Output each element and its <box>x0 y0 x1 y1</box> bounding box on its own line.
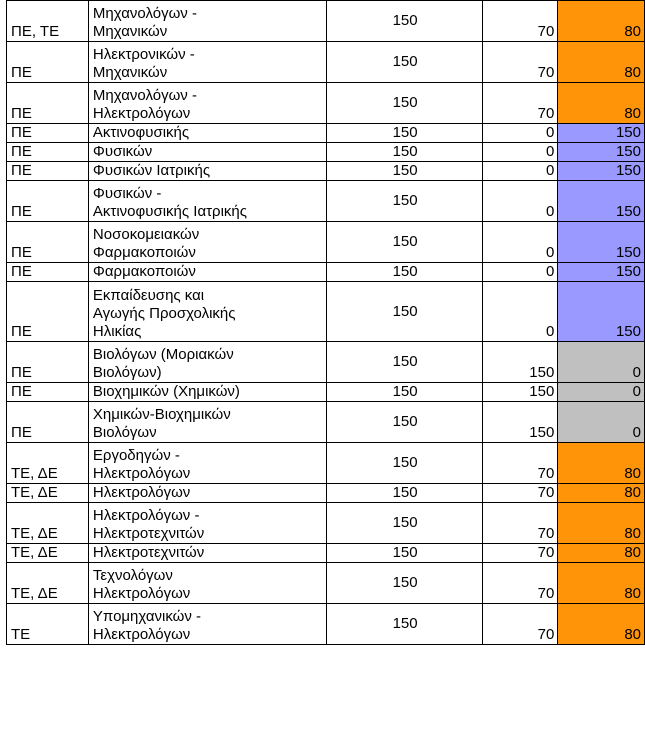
category-cell: ΠΕ <box>7 282 89 342</box>
table-row <box>7 604 645 645</box>
specialty-line: Ηλικίας <box>92 323 142 340</box>
value-b-cell: 80 <box>558 443 645 484</box>
specialty-line: Ακτινοφυσικής Ιατρικής <box>92 203 247 220</box>
value-b-cell: 80 <box>558 83 645 124</box>
category-cell: ΠΕ <box>7 383 89 402</box>
table-row <box>7 402 645 443</box>
table-row <box>7 124 645 143</box>
total-cell: 150 <box>326 42 482 83</box>
total-cell: 150 <box>326 503 482 544</box>
specialty-line: Μηχανικών <box>92 23 168 40</box>
specialty-line: Ηλεκτρολόγων <box>92 105 191 122</box>
value-a-cell: 70 <box>483 604 558 645</box>
specialty-cell <box>88 604 326 645</box>
category-cell: ΠΕ <box>7 181 89 222</box>
value-a-cell: 0 <box>483 222 558 263</box>
table-row <box>7 282 645 342</box>
specialty-line: Βιολόγων) <box>92 364 162 381</box>
value-b-cell: 150 <box>558 124 645 143</box>
table-row <box>7 143 645 162</box>
total-cell: 150 <box>326 383 482 402</box>
total-cell: 150 <box>326 143 482 162</box>
value-b-cell: 0 <box>558 383 645 402</box>
total-cell: 150 <box>326 83 482 124</box>
specialty-line: Υπομηχανικών - <box>92 608 202 625</box>
table-row <box>7 263 645 282</box>
specialty-line: Εκπαίδευσης και <box>92 287 205 304</box>
total-cell: 150 <box>326 162 482 181</box>
value-a-cell: 70 <box>483 42 558 83</box>
category-cell: ΠΕ <box>7 83 89 124</box>
value-b-cell: 150 <box>558 162 645 181</box>
value-b-cell: 80 <box>558 544 645 563</box>
value-b-cell: 0 <box>558 342 645 383</box>
specialty-cell <box>88 443 326 484</box>
value-b-cell: 80 <box>558 503 645 544</box>
specialty-line: Φυσικών Ιατρικής <box>92 162 211 179</box>
value-a-cell: 0 <box>483 124 558 143</box>
category-cell: ΠΕ <box>7 402 89 443</box>
category-cell: ΠΕ <box>7 222 89 263</box>
value-b-cell: 80 <box>558 484 645 503</box>
category-cell: ΠΕ, ΤΕ <box>7 1 89 42</box>
table-row <box>7 563 645 604</box>
specialty-line: Ηλεκτροτεχνιτών <box>92 525 205 542</box>
total-cell: 150 <box>326 484 482 503</box>
value-b-cell: 80 <box>558 604 645 645</box>
total-cell: 150 <box>326 124 482 143</box>
table-body <box>7 1 645 645</box>
specialty-cell <box>88 83 326 124</box>
total-cell: 150 <box>326 1 482 42</box>
total-cell: 150 <box>326 563 482 604</box>
specialty-line: Ηλεκτρολόγων <box>92 484 191 501</box>
value-a-cell: 70 <box>483 83 558 124</box>
table-row <box>7 383 645 402</box>
table-row <box>7 443 645 484</box>
specialty-cell <box>88 42 326 83</box>
specialty-cell <box>88 1 326 42</box>
specialty-line: Ηλεκτρολόγων <box>92 585 191 602</box>
specialty-line: Ηλεκτρονικών - <box>92 46 195 63</box>
specialty-line: Ηλεκτρολόγων - <box>92 507 200 524</box>
category-cell: ΤΕ, ΔΕ <box>7 503 89 544</box>
specialty-line: Φαρμακοποιών <box>92 263 196 280</box>
total-cell: 150 <box>326 181 482 222</box>
value-a-cell: 70 <box>483 563 558 604</box>
specialty-line: Ηλεκτρολόγων <box>92 465 191 482</box>
specialty-line: Ακτινοφυσικής <box>92 124 190 141</box>
value-a-cell: 70 <box>483 503 558 544</box>
total-cell: 150 <box>326 263 482 282</box>
specialty-cell <box>88 342 326 383</box>
table-row <box>7 181 645 222</box>
value-a-cell: 0 <box>483 263 558 282</box>
value-a-cell: 70 <box>483 443 558 484</box>
table-row <box>7 162 645 181</box>
specialty-line: Μηχανολόγων - <box>92 5 197 22</box>
category-cell: ΤΕ, ΔΕ <box>7 563 89 604</box>
value-a-cell: 70 <box>483 484 558 503</box>
value-a-cell: 150 <box>483 383 558 402</box>
category-cell: ΠΕ <box>7 342 89 383</box>
total-cell: 150 <box>326 342 482 383</box>
table-row <box>7 544 645 563</box>
category-cell: ΤΕ, ΔΕ <box>7 484 89 503</box>
specialty-line: Βιολόγων <box>92 424 157 441</box>
table-row <box>7 342 645 383</box>
value-a-cell: 0 <box>483 181 558 222</box>
category-cell: ΠΕ <box>7 143 89 162</box>
table-row <box>7 42 645 83</box>
specialties-table <box>6 0 645 645</box>
specialty-cell <box>88 402 326 443</box>
specialty-line: Βιολόγων (Μοριακών <box>92 346 234 363</box>
table-row <box>7 503 645 544</box>
specialty-line: Ηλεκτρολόγων <box>92 626 191 643</box>
specialty-cell <box>88 383 326 402</box>
table-row <box>7 484 645 503</box>
total-cell: 150 <box>326 402 482 443</box>
category-cell: ΠΕ <box>7 124 89 143</box>
category-cell: ΠΕ <box>7 263 89 282</box>
specialty-cell <box>88 484 326 503</box>
table-row <box>7 1 645 42</box>
specialty-line: Φυσικών <box>92 143 153 160</box>
value-a-cell: 150 <box>483 402 558 443</box>
specialty-cell <box>88 282 326 342</box>
total-cell: 150 <box>326 282 482 342</box>
table-row <box>7 83 645 124</box>
total-cell: 150 <box>326 544 482 563</box>
total-cell: 150 <box>326 443 482 484</box>
specialty-line: Τεχνολόγων <box>92 567 173 584</box>
value-b-cell: 80 <box>558 1 645 42</box>
category-cell: ΤΕ <box>7 604 89 645</box>
specialty-cell <box>88 124 326 143</box>
specialty-cell <box>88 143 326 162</box>
specialty-line: Φυσικών - <box>92 185 162 202</box>
value-a-cell: 70 <box>483 1 558 42</box>
specialty-cell <box>88 263 326 282</box>
value-a-cell: 70 <box>483 544 558 563</box>
specialty-cell <box>88 544 326 563</box>
specialty-line: Χημικών-Βιοχημικών <box>92 406 231 423</box>
specialty-line: Φαρμακοποιών <box>92 244 196 261</box>
total-cell: 150 <box>326 222 482 263</box>
total-cell: 150 <box>326 604 482 645</box>
specialty-line: Ηλεκτροτεχνιτών <box>92 544 205 561</box>
specialty-line: Νοσοκομειακών <box>92 226 200 243</box>
specialty-cell <box>88 162 326 181</box>
specialty-line: Μηχανικών <box>92 64 168 81</box>
specialty-line: Αγωγής Προσχολικής <box>92 305 236 322</box>
specialty-line: Εργοδηγών - <box>92 447 180 464</box>
value-b-cell: 80 <box>558 563 645 604</box>
value-a-cell: 0 <box>483 162 558 181</box>
specialty-cell <box>88 181 326 222</box>
value-b-cell: 150 <box>558 282 645 342</box>
value-b-cell: 150 <box>558 181 645 222</box>
value-b-cell: 150 <box>558 263 645 282</box>
value-a-cell: 0 <box>483 143 558 162</box>
specialty-cell <box>88 503 326 544</box>
specialty-cell <box>88 563 326 604</box>
value-b-cell: 80 <box>558 42 645 83</box>
specialty-line: Μηχανολόγων - <box>92 87 197 104</box>
table-row <box>7 222 645 263</box>
value-b-cell: 150 <box>558 222 645 263</box>
specialty-line: Βιοχημικών (Χημικών) <box>92 383 240 400</box>
value-a-cell: 150 <box>483 342 558 383</box>
specialty-cell <box>88 222 326 263</box>
value-a-cell: 0 <box>483 282 558 342</box>
category-cell: ΤΕ, ΔΕ <box>7 544 89 563</box>
category-cell: ΠΕ <box>7 42 89 83</box>
value-b-cell: 0 <box>558 402 645 443</box>
category-cell: ΠΕ <box>7 162 89 181</box>
value-b-cell: 150 <box>558 143 645 162</box>
category-cell: ΤΕ, ΔΕ <box>7 443 89 484</box>
